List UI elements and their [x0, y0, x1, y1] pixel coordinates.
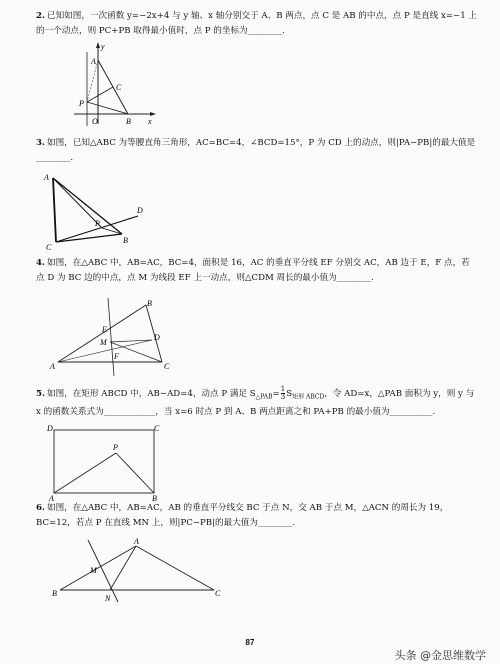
figure-problem-2: [68, 40, 158, 128]
figure-problem-6: [48, 534, 233, 604]
figure-problem-3: [40, 168, 160, 252]
problem-5: [36, 386, 478, 420]
page-number: 87: [245, 638, 255, 647]
problem-3: [36, 136, 478, 166]
label-D: D: [154, 333, 160, 342]
problem-6: [36, 501, 478, 531]
label-M: M: [100, 338, 107, 347]
problem-number: 2.: [36, 11, 45, 21]
problem-text-part1: 如图，在矩形 ABCD 中，AB−AD=4，动点 P 满足 S: [46, 389, 256, 399]
label-y: y: [101, 42, 105, 51]
label-M: M: [90, 566, 97, 575]
figure-problem-5: [44, 422, 164, 502]
label-P: P: [79, 99, 84, 108]
problem-text-part4: ，令 AD=x，△PAB 面积为 y，则 y 与 x 的函数关系式为____________，当 x=6 时点 P 到 A、B 两点距离之和 PA+PB 的最小值为__________.: [36, 389, 475, 417]
fraction-one-third: [281, 386, 285, 401]
label-D: D: [137, 206, 143, 215]
problem-text-part2: =: [272, 389, 280, 399]
label-B: B: [123, 236, 128, 245]
label-C: C: [154, 424, 160, 433]
label-N: N: [105, 594, 111, 603]
label-C: C: [116, 83, 122, 92]
problem-text: 如图，在△ABC 中，AB=AC，BC=4，面积是 16，AC 的垂直平分线 EF 分别交 AC，AB 边于 E，F 点，若点 D 为 BC 边的中点，点 M 为线段 EF 上一动点，则△CDM 周长的最小值为________.: [36, 258, 470, 283]
label-P: P: [113, 443, 118, 452]
problem-4: [36, 256, 478, 286]
fraction-numerator: 1: [280, 385, 286, 393]
label-B: B: [147, 299, 152, 308]
label-O: O: [92, 117, 98, 126]
problem-text: 如图，在△ABC 中，AB=AC，AB 的垂直平分线交 BC 于点 N，交 AB 于点 M，△ACN 的周长为 19，BC=12，若点 P 在直线 MN 上，则|PC−PB|的最大值为________.: [36, 503, 449, 528]
problem-text-part3: S: [286, 389, 293, 399]
problem-number: 5.: [36, 389, 45, 399]
label-A: A: [91, 57, 96, 66]
problem-number: 6.: [36, 503, 45, 513]
figure-problem-4: [44, 296, 194, 378]
problem-text: 已知如图，一次函数 y=−2x+4 与 y 轴、x 轴分别交于 A、B 两点，点 C 是 AB 的中点，点 P 是直线 x=−1 上的一个动点，则 PC+PB 取得最小值时，点 P 的坐标为________.: [36, 11, 478, 36]
problem-number: 3.: [36, 138, 45, 148]
label-C: C: [164, 362, 170, 371]
label-P: P: [95, 219, 100, 228]
watermark: 头条 @金思维数学: [394, 649, 486, 662]
label-B: B: [152, 494, 157, 502]
fraction-denominator: 3: [280, 393, 286, 401]
label-A: A: [44, 173, 49, 182]
label-C: C: [46, 243, 52, 252]
label-x: x: [148, 117, 152, 126]
problem-number: 4.: [36, 258, 45, 268]
label-E: E: [102, 325, 107, 334]
problem-2: [36, 9, 478, 39]
problem-text: 如图，已知△ABC 为等腰直角三角形，AC=BC=4，∠BCD=15°，P 为 CD 上的动点，则|PA−PB|的最大值是________.: [36, 138, 476, 163]
label-A: A: [50, 362, 55, 371]
label-B: B: [52, 589, 57, 598]
label-C: C: [215, 589, 221, 598]
subscript-pab: △PAB: [255, 393, 273, 401]
label-A: A: [49, 494, 54, 502]
label-A: A: [134, 537, 139, 546]
label-B: B: [126, 117, 131, 126]
subscript-rect: 矩形 ABCD: [292, 393, 325, 401]
label-F: F: [114, 352, 119, 361]
label-D: D: [47, 424, 53, 433]
